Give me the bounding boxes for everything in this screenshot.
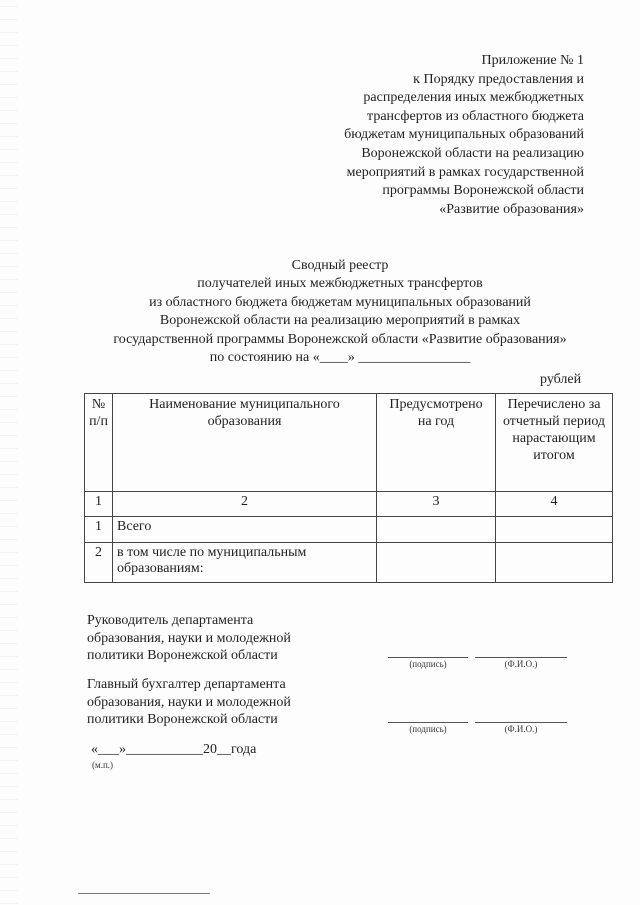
date-line: «___»___________20__года: [91, 742, 257, 757]
row-transferred: [496, 543, 613, 583]
row-num: 2: [85, 543, 113, 583]
appendix-line: к Порядку предоставления и: [413, 71, 584, 87]
position-line: Главный бухгалтер департамента: [87, 677, 286, 692]
position-line: политики Воронежской области: [87, 648, 278, 663]
signature-caption: (подпись): [388, 722, 468, 734]
signature-caption: (подпись): [388, 657, 468, 669]
appendix-line: «Развитие образования»: [439, 201, 584, 217]
table-row: [85, 517, 613, 543]
scan-edge-artifact: [0, 0, 18, 905]
appendix-line: мероприятий в рамках государственной: [346, 164, 584, 180]
table-row: [85, 543, 613, 583]
column-number-row: [85, 492, 613, 517]
bottom-rule: [78, 893, 210, 894]
title-line: по состоянию на «____» ________________: [209, 350, 471, 366]
row-planned: [377, 543, 496, 583]
units-label: рублей: [540, 372, 582, 387]
appendix-line: Воронежской области на реализацию: [361, 145, 584, 161]
document-title: [60, 257, 620, 367]
title-line: Воронежской области на реализацию мероприятий в рамках: [159, 313, 521, 329]
appendix-line: бюджетам муниципальных образований: [344, 127, 584, 143]
position-line: образования, науки и молодежной: [87, 694, 291, 710]
table-header-row: [85, 394, 613, 492]
title-line: государственной программы Воронежской области «Развитие образования»: [113, 331, 567, 347]
row-name: Всего: [113, 517, 377, 543]
row-name: в том числе по муниципальным образованиям:: [113, 543, 377, 583]
title-line: Сводный реестр: [291, 258, 389, 273]
signatory-accountant-position: [87, 676, 291, 729]
header-name: Наименование муниципального образования: [113, 394, 377, 492]
header-planned: Предусмотрено на год: [377, 394, 496, 492]
title-line: из областного бюджета бюджетам муниципальных образований: [149, 294, 531, 310]
column-number: 3: [377, 492, 496, 517]
signatory-head-position: [87, 612, 291, 665]
header-num: № п/п: [85, 394, 113, 492]
appendix-header: [294, 52, 584, 219]
column-number: 1: [85, 492, 113, 517]
stamp-caption: (м.п.): [92, 760, 114, 770]
position-line: политики Воронежской области: [87, 712, 278, 727]
name-caption: (Ф.И.О.): [475, 722, 567, 734]
position-line: Руководитель департамента: [87, 613, 254, 628]
appendix-line: Приложение № 1: [481, 53, 584, 68]
title-line: получателей иных межбюджетных трансфертов: [197, 276, 483, 292]
header-transferred: Перечислено за отчетный период нарастающим итогом: [496, 394, 613, 492]
position-line: образования, науки и молодежной: [87, 630, 291, 646]
column-number: 4: [496, 492, 613, 517]
row-transferred: [496, 517, 613, 543]
column-number: 2: [113, 492, 377, 517]
row-num: 1: [85, 517, 113, 543]
row-planned: [377, 517, 496, 543]
appendix-line: программы Воронежской области: [382, 183, 584, 199]
name-caption: (Ф.И.О.): [475, 657, 567, 669]
registry-table: [84, 393, 613, 583]
appendix-line: распределения иных межбюджетных: [363, 90, 584, 106]
appendix-line: трансфертов из областного бюджета: [367, 108, 584, 124]
